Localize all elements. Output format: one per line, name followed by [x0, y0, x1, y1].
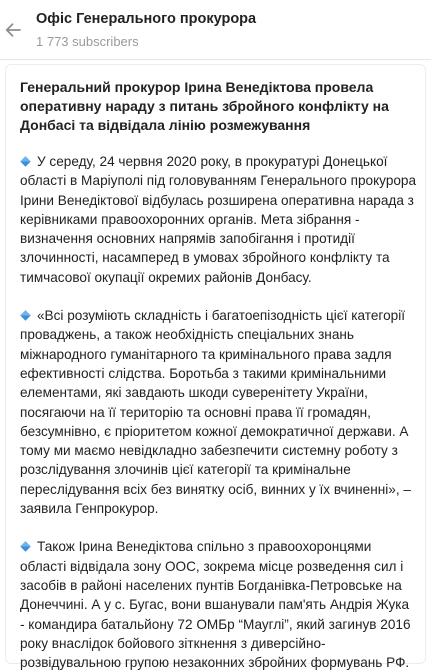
message-bubble: [5, 64, 426, 671]
message-list[interactable]: [0, 60, 431, 671]
channel-header: [0, 0, 431, 60]
blue-diamond-icon: [20, 310, 31, 321]
post-title: Генеральний прокурор Ірина Венедіктова провела оперативну нараду з питань збройного конфлікту на Донбасі та відвідала лінію розмежування: [20, 79, 389, 133]
post-paragraph: [20, 306, 417, 518]
post-paragraph: [20, 152, 417, 287]
back-button[interactable]: [2, 18, 24, 42]
blue-diamond-icon: [20, 156, 31, 167]
paragraph-text: У середу, 24 червня 2020 року, в прокуратурі Донецької області в Маріуполі під головуванням Генерального прокурора Ірини Венедіктової відбулась розширена оперативна нарада з керівниками правоохоронних органів. Мета зібрання - визначення основних напрямів запобігання і протидії злочинності, насамперед в умовах збройного конфлікту та тимчасової окупації окремих районів Донбасу.: [20, 154, 417, 285]
subscriber-count: 1 773 subscribers: [36, 34, 139, 49]
channel-title[interactable]: Офіс Генерального прокурора: [36, 11, 257, 27]
post-paragraph: [20, 537, 417, 672]
arrow-left-icon: [4, 21, 22, 39]
paragraph-text: Також Ірина Венедіктова спільно з правоохоронцями області відвідала зону ООС, зокрема місце розведення сил і засобів в районі населених пунтів Богданівка-Петровське на Донеччині. А у с. Бугас, вони вшанували пам'ять Андрія Жука - командира батальйону 72 ОМБр “Мауглі”, який загинув 2016 року внаслідок бойового зіткнення з диверсійно-розвідувальною групою незаконних збройних формувань РФ.: [20, 539, 411, 671]
blue-diamond-icon: [20, 541, 31, 552]
paragraph-text: «Всі розуміють складність і багатоепізодність цієї категорії проваджень, а також необхідність спеціальних знань міжнародного гуманітарного та кримінального права задля ефективності слідства. Боротьба з такими кримінальними елементами, які завдають шкоди суверенітету України, посягаючи на її територію та основні права її громадян, безсумнівно, є пріоритетом кожної демократичної держави. А тому ми маємо невідкладно забезпечити системну роботу з розслідування злочинів цієї категорії та кримінальне переслідування всіх без винятку осіб, винних у їх вчиненні», – заявила Генпрокурор.: [20, 308, 411, 517]
